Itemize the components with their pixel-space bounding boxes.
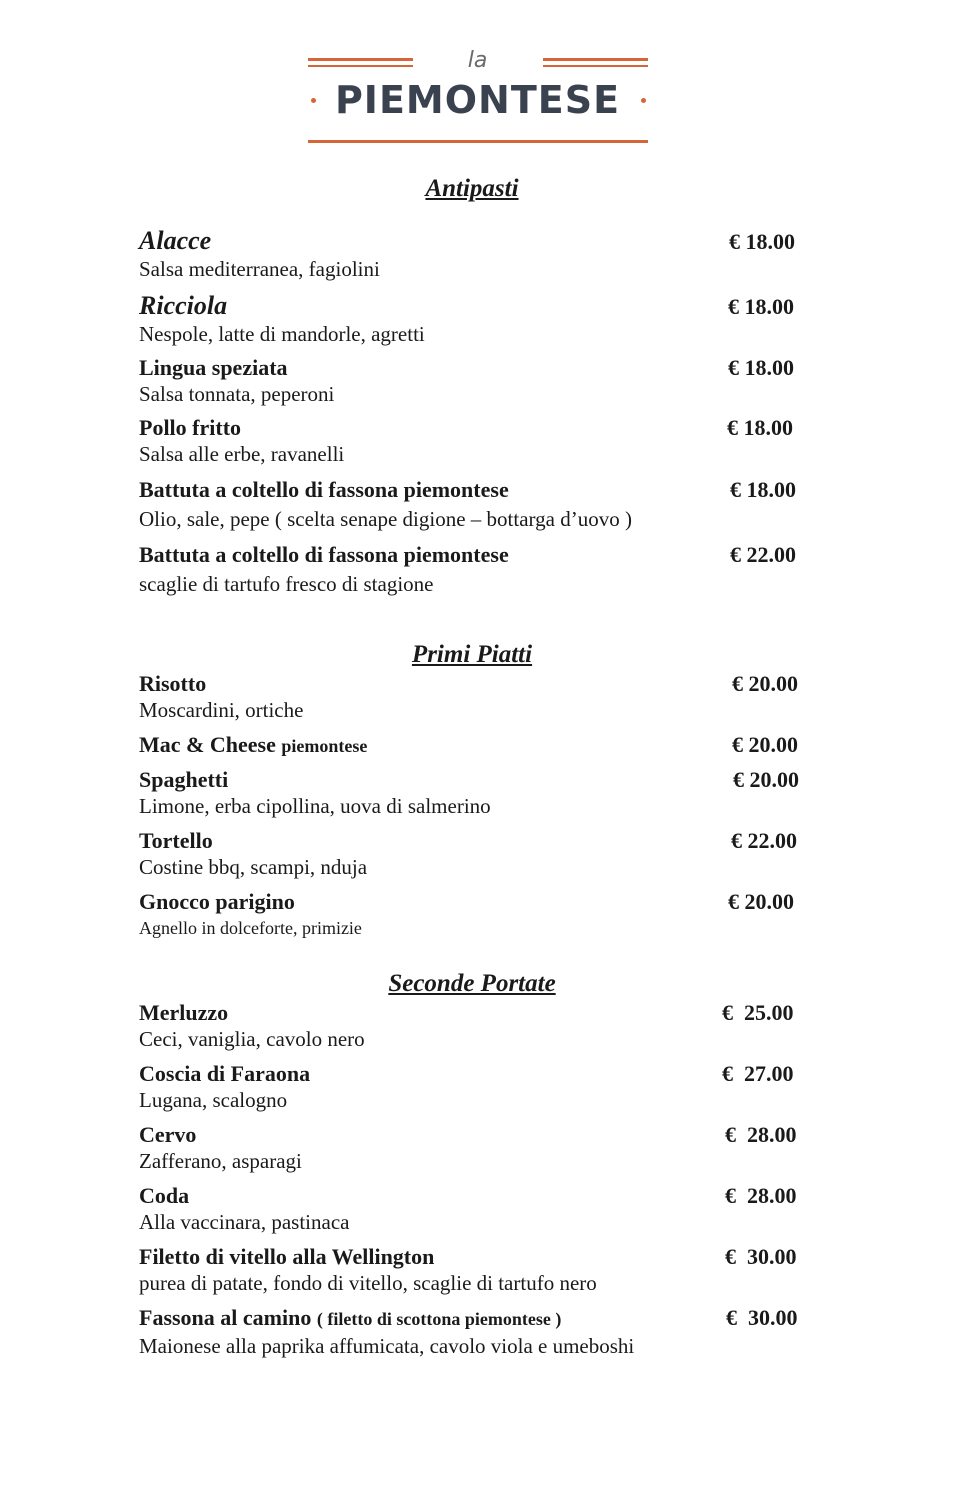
- item-description: purea di patate, fondo di vitello, scaglie di tartufo nero: [139, 1271, 597, 1295]
- item-description: Nespole, latte di mandorle, agretti: [139, 322, 425, 346]
- menu-item: [139, 354, 819, 408]
- item-price: € 18.00: [729, 229, 795, 254]
- item-name: Pollo fritto: [139, 415, 242, 440]
- item-price: € 20.00: [728, 889, 794, 914]
- menu-item: [139, 1304, 819, 1360]
- logo-name: PIEMONTESE: [334, 78, 621, 122]
- item-description: Salsa tonnata, peperoni: [139, 382, 335, 406]
- menu-item: [139, 1243, 819, 1297]
- item-name: Tortello: [139, 828, 213, 853]
- item-price: € 18.00: [730, 477, 796, 502]
- item-description: Olio, sale, pepe ( scelta senape digione – bottarga d’uovo ): [139, 507, 632, 531]
- item-name: Gnocco parigino: [139, 889, 295, 914]
- menu-item: [139, 670, 819, 724]
- menu-item: [139, 291, 819, 348]
- item-name: Coscia di Faraona: [139, 1061, 311, 1086]
- item-price: € 28.00: [725, 1122, 797, 1147]
- logo-rule: [308, 140, 648, 143]
- item-price: € 20.00: [732, 732, 798, 757]
- item-price: € 18.00: [728, 294, 794, 319]
- menu-item: [139, 1182, 819, 1236]
- item-name-main: Mac & Cheese: [139, 732, 276, 757]
- menu-item: [139, 476, 819, 533]
- item-description: scaglie di tartufo fresco di stagione: [139, 572, 434, 596]
- item-name: Lingua speziata: [139, 355, 288, 380]
- section-title-seconde: Seconde Portate: [388, 970, 556, 997]
- item-price: € 18.00: [728, 355, 794, 380]
- item-price: € 30.00: [725, 1244, 797, 1269]
- item-description: Salsa alle erbe, ravanelli: [139, 442, 345, 466]
- item-description: Costine bbq, scampi, nduja: [139, 855, 368, 879]
- logo-small-text: la: [467, 48, 488, 73]
- item-description: Agnello in dolceforte, primizie: [139, 918, 362, 938]
- menu-item: [139, 1121, 819, 1175]
- item-price: € 18.00: [727, 415, 793, 440]
- item-description: Moscardini, ortiche: [139, 698, 304, 722]
- logo-dot: [641, 98, 646, 103]
- item-name: Alacce: [139, 226, 212, 255]
- item-name: Battuta a coltello di fassona piemontese: [139, 477, 509, 502]
- item-description: Alla vaccinara, pastinaca: [139, 1210, 350, 1234]
- item-price: € 22.00: [731, 828, 797, 853]
- item-name: Coda: [139, 1183, 190, 1208]
- menu-item: [139, 827, 819, 881]
- menu-item: [139, 226, 819, 283]
- item-name: [139, 1304, 819, 1333]
- item-name: Battuta a coltello di fassona piemontese: [139, 542, 509, 567]
- item-name: Cervo: [139, 1122, 197, 1147]
- item-name: Spaghetti: [139, 767, 229, 792]
- menu-item: [139, 999, 819, 1053]
- item-name-main: Fassona al camino: [139, 1305, 312, 1330]
- item-name-suffix: piemontese: [281, 736, 368, 756]
- item-name: Merluzzo: [139, 1000, 229, 1025]
- item-name-suffix: ( filetto di scottona piemontese ): [316, 1309, 562, 1329]
- item-price: € 25.00: [722, 1000, 794, 1025]
- item-name: [139, 731, 819, 760]
- menu-item: [139, 1060, 819, 1114]
- menu-item: [139, 731, 819, 760]
- item-name: Risotto: [139, 671, 207, 696]
- item-description: Lugana, scalogno: [139, 1088, 288, 1112]
- menu-item: [139, 888, 819, 942]
- item-description: Zafferano, asparagi: [139, 1149, 302, 1173]
- item-price: € 30.00: [726, 1305, 798, 1330]
- item-price: € 22.00: [730, 542, 796, 567]
- item-price: € 27.00: [722, 1061, 794, 1086]
- section-title-primi: Primi Piatti: [411, 641, 533, 668]
- item-name: Filetto di vitello alla Wellington: [139, 1244, 435, 1269]
- menu-item: [139, 414, 819, 468]
- item-description: Ceci, vaniglia, cavolo nero: [139, 1027, 365, 1051]
- item-description: Salsa mediterranea, fagiolini: [139, 257, 380, 281]
- item-price: € 28.00: [725, 1183, 797, 1208]
- item-description: Limone, erba cipollina, uova di salmerino: [139, 794, 491, 818]
- item-price: € 20.00: [733, 767, 799, 792]
- menu-item: [139, 766, 819, 820]
- section-title-antipasti: Antipasti: [425, 175, 519, 202]
- restaurant-logo: [305, 48, 650, 148]
- item-description: Maionese alla paprika affumicata, cavolo viola e umeboshi: [139, 1334, 635, 1358]
- item-price: € 20.00: [732, 671, 798, 696]
- menu-item: [139, 541, 819, 598]
- item-name: Ricciola: [139, 291, 228, 320]
